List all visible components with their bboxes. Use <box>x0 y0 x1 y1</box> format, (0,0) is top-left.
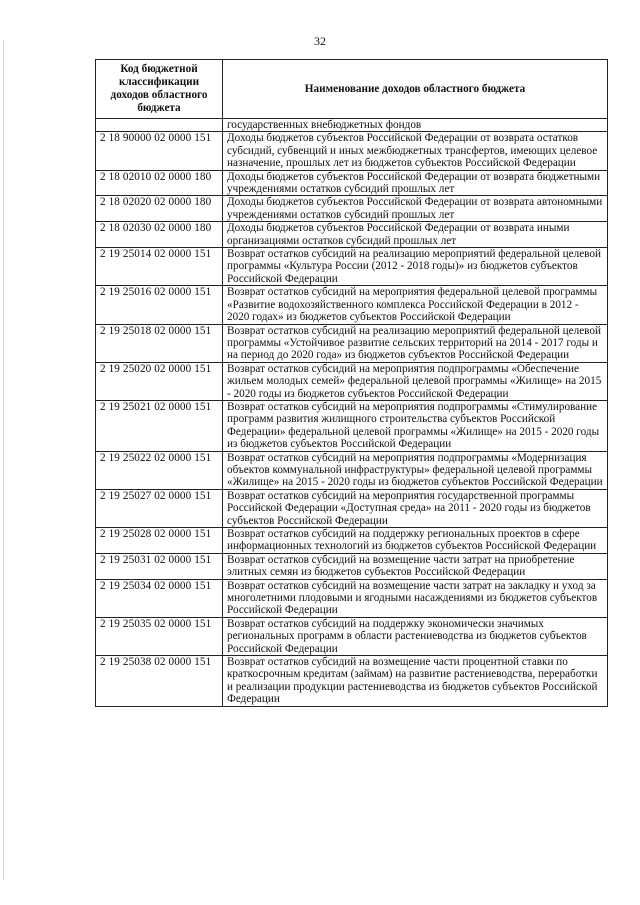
row-code: 2 18 02010 02 0000 180 <box>96 170 223 196</box>
row-name: Возврат остатков субсидий на реализацию мероприятий федеральной целевой программы «Устойчивое развитие сельских территорий на 2014 - 2017 годы и на период до 2020 года» из бюджетов субъектов Российской Федерации <box>223 324 608 362</box>
row-name: Доходы бюджетов субъектов Российской Федерации от возврата автономными учреждениями остатков субсидий прошлых лет <box>223 196 608 222</box>
row-name: Возврат остатков субсидий на поддержку экономически значимых региональных программ в области растениеводства из бюджетов субъектов Российской Федерации <box>223 617 608 655</box>
row-code: 2 19 25027 02 0000 151 <box>96 489 223 527</box>
page-number: 32 <box>314 34 326 48</box>
table-row <box>96 132 608 170</box>
budget-table <box>95 59 608 707</box>
scan-margin-line <box>3 40 4 880</box>
table-row <box>96 119 608 132</box>
row-code: 2 19 25028 02 0000 151 <box>96 528 223 554</box>
table-row <box>96 324 608 362</box>
table-row <box>96 528 608 554</box>
table-row <box>96 553 608 579</box>
row-name: государственных внебюджетных фондов <box>223 119 608 132</box>
table-row <box>96 222 608 248</box>
table-row <box>96 579 608 617</box>
row-code: 2 18 02020 02 0000 180 <box>96 196 223 222</box>
table-row <box>96 451 608 489</box>
row-name: Возврат остатков субсидий на мероприятия подпрограммы «Обеспечение жильем молодых семей» федеральной целевой программы «Жилище» на 2015 - 2020 годы из бюджетов субъектов Российской Федерации <box>223 362 608 400</box>
table-row <box>96 656 608 707</box>
table-row <box>96 362 608 400</box>
table-row <box>96 617 608 655</box>
row-name: Возврат остатков субсидий на мероприятия федеральной целевой программы «Развитие водохозяйственного комплекса Российской Федерации в 2012 - 2020 годах» из бюджетов субъектов Российской Федерации <box>223 286 608 324</box>
table-header-row <box>96 60 608 119</box>
row-name: Возврат остатков субсидий на возмещение части процентной ставки по краткосрочным кредитам (займам) на развитие растениеводства, переработки и реализации продукции растениеводства из бюджетов субъектов Российской Федерации <box>223 656 608 707</box>
row-name: Возврат остатков субсидий на реализацию мероприятий федеральной целевой программы «Культура России (2012 - 2018 годы)» из бюджетов субъектов Российской Федерации <box>223 248 608 286</box>
table-row <box>96 170 608 196</box>
row-name: Возврат остатков субсидий на мероприятия государственной программы Российской Федерации «Доступная среда» на 2011 - 2020 годы из бюджетов субъектов Российской Федерации <box>223 489 608 527</box>
table-row <box>96 489 608 527</box>
row-name: Возврат остатков субсидий на поддержку региональных проектов в сфере информационных технологий из бюджетов субъектов Российской Федерации <box>223 528 608 554</box>
row-code: 2 19 25014 02 0000 151 <box>96 248 223 286</box>
row-name: Доходы бюджетов субъектов Российской Федерации от возврата бюджетными учреждениями остатков субсидий прошлых лет <box>223 170 608 196</box>
row-code: 2 19 25018 02 0000 151 <box>96 324 223 362</box>
row-code <box>96 119 223 132</box>
table-row <box>96 196 608 222</box>
row-name: Возврат остатков субсидий на мероприятия подпрограммы «Модернизация объектов коммунальной инфраструктуры» федеральной целевой программы «Жилище» на 2015 - 2020 годы из бюджетов субъектов Российской Федерации <box>223 451 608 489</box>
row-code: 2 19 25035 02 0000 151 <box>96 617 223 655</box>
table-row <box>96 248 608 286</box>
table-row <box>96 400 608 451</box>
row-code: 2 19 25022 02 0000 151 <box>96 451 223 489</box>
row-name: Возврат остатков субсидий на возмещение части затрат на закладку и уход за многолетними плодовыми и ягодными насаждениями из бюджетов субъектов Российской Федерации <box>223 579 608 617</box>
row-code: 2 19 25020 02 0000 151 <box>96 362 223 400</box>
row-name: Возврат остатков субсидий на мероприятия подпрограммы «Стимулирование программ развития жилищного строительства субъектов Российской Федерации» федеральной целевой программы «Жилище» на 2015 - 2020 годы из бюджетов субъектов Российской Федерации <box>223 400 608 451</box>
row-name: Возврат остатков субсидий на возмещение части затрат на приобретение элитных семян из бюджетов субъектов Российской Федерации <box>223 553 608 579</box>
row-code: 2 18 90000 02 0000 151 <box>96 132 223 170</box>
row-name: Доходы бюджетов субъектов Российской Федерации от возврата остатков субсидий, субвенций и иных межбюджетных трансфертов, имеющих целевое назначение, прошлых лет из бюджетов субъектов Российской Федерации <box>223 132 608 170</box>
header-code: Код бюджетной классификации доходов областного бюджета <box>96 60 223 119</box>
row-name: Доходы бюджетов субъектов Российской Федерации от возврата иными организациями остатков субсидий прошлых лет <box>223 222 608 248</box>
row-code: 2 19 25038 02 0000 151 <box>96 656 223 707</box>
header-name: Наименование доходов областного бюджета <box>223 60 608 119</box>
row-code: 2 19 25016 02 0000 151 <box>96 286 223 324</box>
row-code: 2 19 25034 02 0000 151 <box>96 579 223 617</box>
row-code: 2 19 25021 02 0000 151 <box>96 400 223 451</box>
table-row <box>96 286 608 324</box>
row-code: 2 18 02030 02 0000 180 <box>96 222 223 248</box>
row-code: 2 19 25031 02 0000 151 <box>96 553 223 579</box>
